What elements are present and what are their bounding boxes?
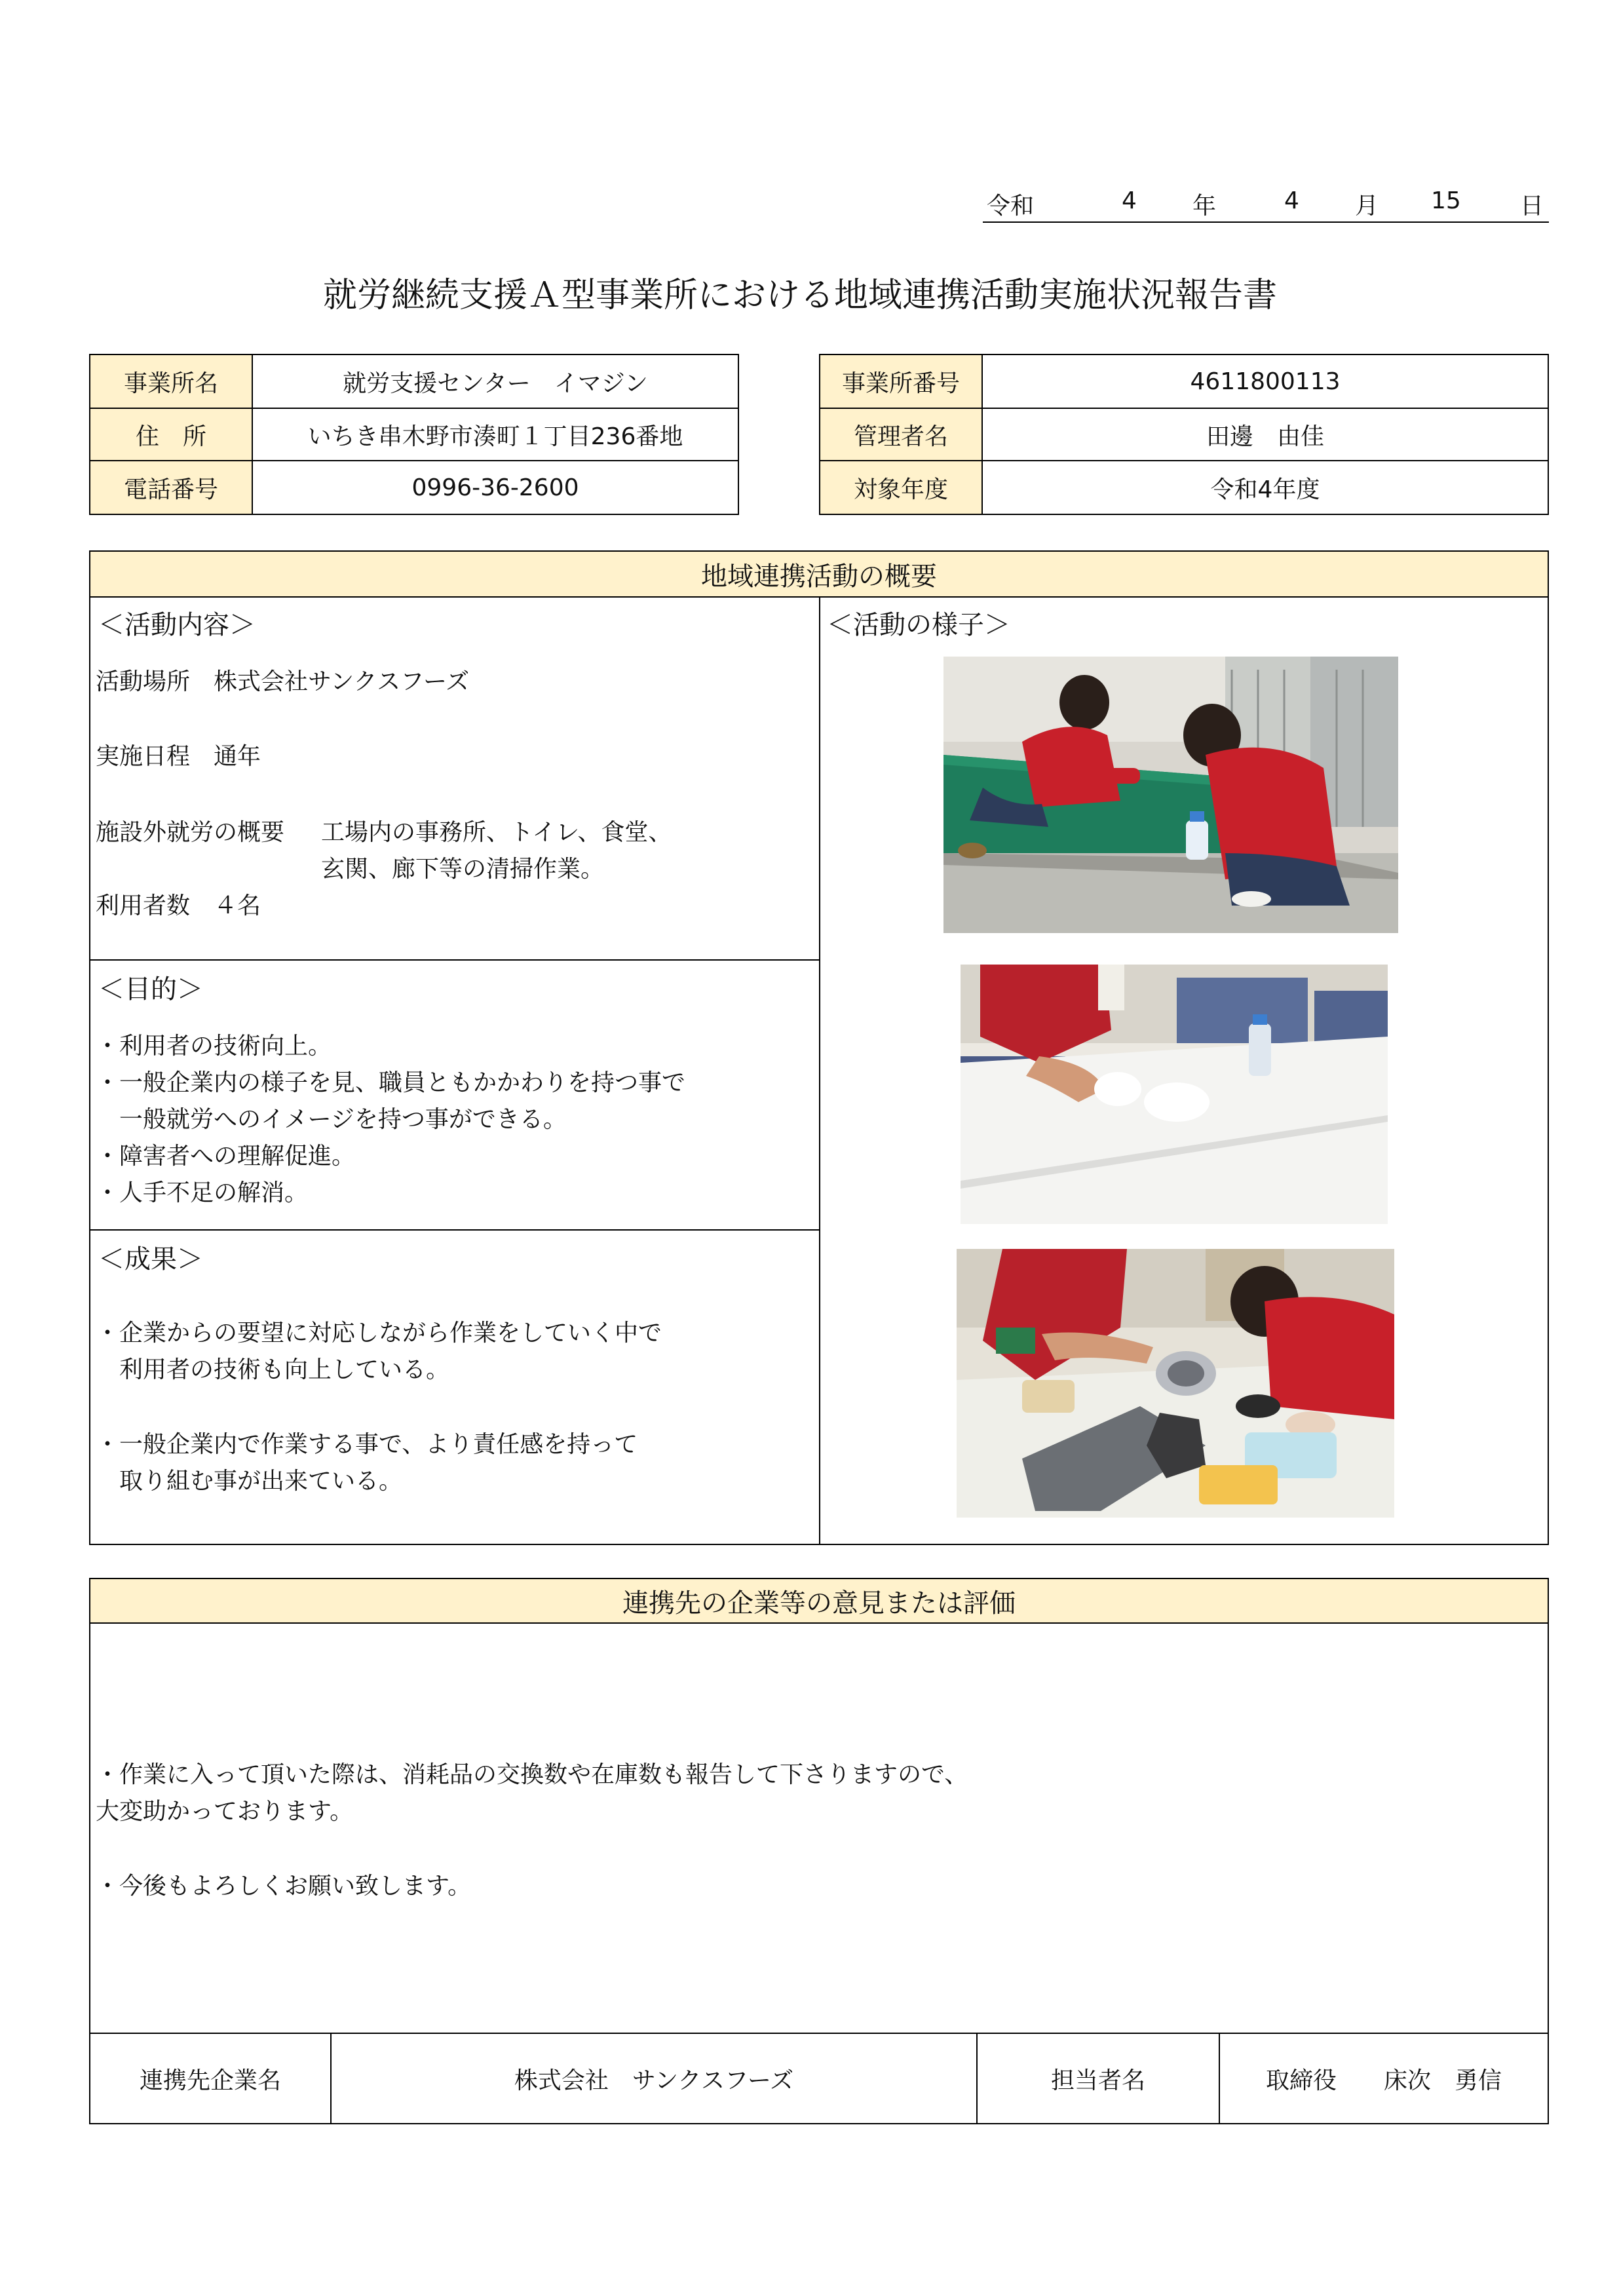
divider [90,460,738,461]
purpose-line: 一般就労へのイメージを持つ事ができる。 [96,1106,567,1133]
info-label-address: 住 所 [90,409,252,460]
activity-summary-line1: 工場内の事務所、トイレ、食堂、 [321,819,672,846]
divider [90,408,738,409]
date-year: 4 [1122,187,1137,214]
partner-company-value: 株式会社 サンクスフーズ [514,2067,794,2094]
info-value-phone: 0996-36-2600 [411,474,579,501]
divider [252,355,253,514]
results-line: 利用者の技術も向上している。 [96,1356,450,1383]
date-month-unit: 月 [1355,193,1379,220]
date-year-unit: 年 [1192,193,1217,220]
divider [820,408,1548,409]
date-day: 15 [1431,187,1461,214]
divider [819,596,820,1544]
activity-heading: ＜活動内容＞ [98,610,256,640]
activity-location: 活動場所 株式会社サンクスフーズ [96,668,470,695]
purpose-line: ・一般企業内の様子を見、職員ともかかわりを持つ事で [96,1069,686,1096]
info-label-manager: 管理者名 [820,409,981,460]
info-value-address: いちき串木野市湊町１丁目236番地 [307,423,683,450]
partner-company-label: 連携先企業名 [139,2067,281,2094]
evaluation-line: ・作業に入って頂いた際は、消耗品の交換数や在庫数も報告して下さりますので、 [96,1761,968,1788]
info-label-phone: 電話番号 [90,461,252,514]
evaluation-line: ・今後もよろしくお願い致します。 [96,1873,472,1900]
purpose-line: ・人手不足の解消。 [96,1179,309,1206]
activity-schedule: 実施日程 通年 [96,743,261,770]
purpose-heading: ＜目的＞ [98,974,203,1004]
overview-section [89,550,1549,1545]
results-heading: ＜成果＞ [98,1244,203,1274]
date-era: 令和 [987,193,1035,220]
purpose-line: ・障害者への理解促進。 [96,1143,356,1170]
purpose-line: ・利用者の技術向上。 [96,1033,332,1060]
date-underline [983,221,1549,223]
results-line: ・一般企業内で作業する事で、より責任感を持って [96,1431,638,1458]
activity-photo-mat-cleaning [943,657,1398,933]
divider [90,1622,1548,1624]
date-day-unit: 日 [1520,193,1544,220]
evaluation-header: 連携先の企業等の意見または評価 [90,1579,1548,1622]
page-title: 就労継続支援Ａ型事業所における地域連携活動実施状況報告書 [322,275,1277,315]
info-label-name: 事業所名 [90,355,252,408]
activity-summary-line2: 玄関、廊下等の清掃作業。 [321,856,605,883]
divider [90,959,819,961]
info-table-right [819,354,1549,515]
activity-summary-label: 施設外就労の概要 [96,819,285,846]
info-label-fiscal-year: 対象年度 [820,461,981,514]
divider [820,460,1548,461]
results-line: ・企業からの要望に対応しながら作業をしていく中で [96,1320,662,1347]
photos-heading: ＜活動の様子＞ [827,610,1010,640]
evaluation-line: 大変助かっております。 [96,1798,354,1825]
evaluation-section [89,1578,1549,2124]
divider [90,1229,819,1231]
date-month: 4 [1284,187,1299,214]
overview-header: 地域連携活動の概要 [90,552,1548,596]
divider [981,355,983,514]
contact-person-value: 取締役 床次 勇信 [1265,2067,1502,2094]
info-value-manager: 田邊 由佳 [1206,423,1324,450]
activity-photo-dish-cleaning [957,1249,1394,1518]
info-value-fiscal-year: 令和4年度 [1210,476,1320,503]
info-value-name: 就労支援センター イマジン [343,370,648,397]
info-label-office-number: 事業所番号 [820,355,981,408]
activity-photo-table-wiping [961,965,1388,1224]
activity-users: 利用者数 ４名 [96,892,261,919]
results-line: 取り組む事が出来ている。 [96,1468,403,1495]
info-value-office-number: 4611800113 [1190,368,1341,395]
contact-person-label: 担当者名 [1050,2067,1145,2094]
info-table-left [89,354,739,515]
